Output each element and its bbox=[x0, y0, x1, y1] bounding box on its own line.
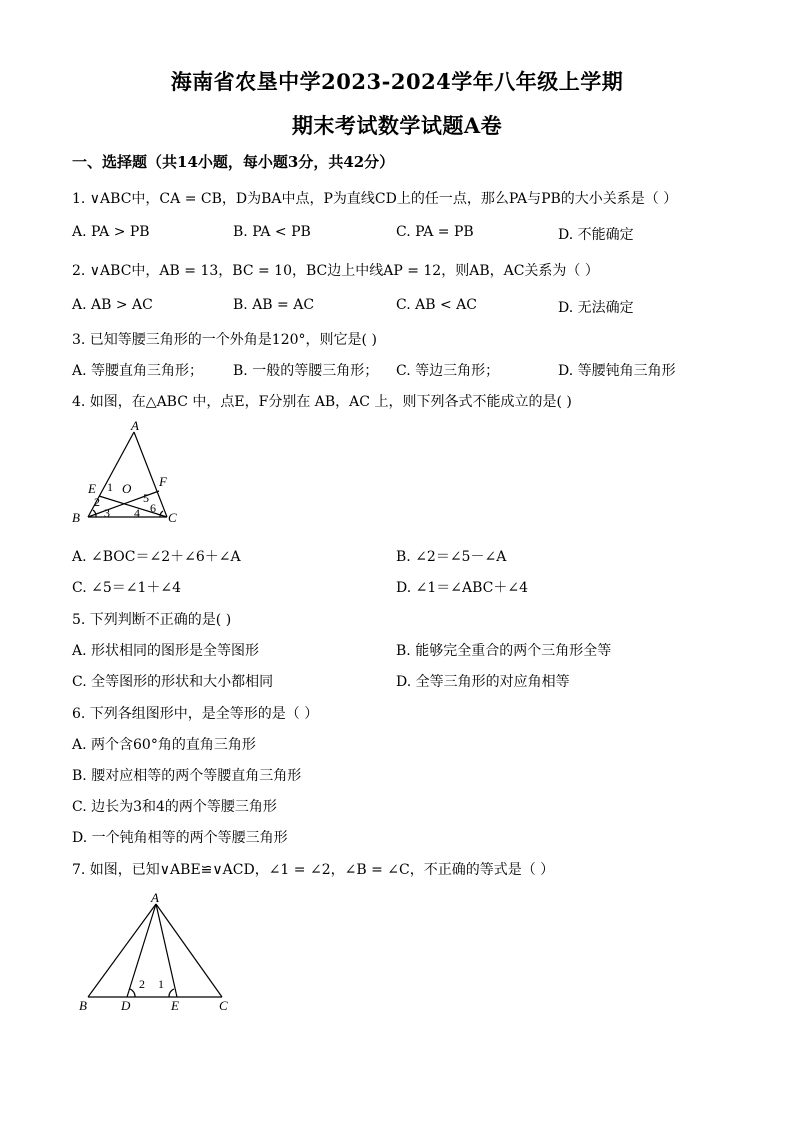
page-title: 海南省农垦中学2023-2024学年八年级上学期 bbox=[170, 69, 624, 94]
fig4-label-c: C bbox=[168, 510, 177, 525]
question-6-option-b: B. 腰对应相等的两个等腰直角三角形 bbox=[72, 768, 302, 784]
question-3-option-d: D. 等腰钝角三角形 bbox=[558, 363, 676, 379]
question-6-option-c: C. 边长为3和4的两个等腰三角形 bbox=[72, 799, 277, 815]
fig4-angle-5: 5 bbox=[143, 491, 149, 505]
question-2-stem: 2. ∨ABC中，AB = 13，BC = 10，BC边上中线AP = 12，则AB，AC关系为（ ） bbox=[72, 263, 599, 279]
fig7-label-c: C bbox=[219, 998, 228, 1013]
question-7-figure bbox=[72, 890, 242, 1018]
fig7-angle-1: 1 bbox=[158, 977, 164, 991]
question-1-option-b: B. PA < PB bbox=[233, 224, 311, 240]
question-4-option-d: D. ∠1＝∠ABC＋∠4 bbox=[396, 580, 529, 596]
question-1-option-c: C. PA = PB bbox=[396, 224, 474, 240]
question-5-option-a: A. 形状相同的图形是全等图形 bbox=[72, 643, 260, 659]
question-4-option-c: C. ∠5＝∠1＋∠4 bbox=[72, 580, 182, 596]
question-5-option-b: B. 能够完全重合的两个三角形全等 bbox=[396, 643, 612, 659]
fig7-label-b: B bbox=[79, 998, 87, 1013]
question-2-option-b: B. AB = AC bbox=[233, 297, 315, 313]
question-3-stem: 3. 已知等腰三角形的一个外角是120°，则它是( ) bbox=[72, 332, 377, 348]
fig4-label-a: A bbox=[131, 418, 139, 433]
fig4-angle-4: 4 bbox=[134, 506, 140, 520]
question-5-option-c: C. 全等图形的形状和大小都相同 bbox=[72, 674, 274, 690]
question-1-stem: 1. ∨ABC中，CA = CB，D为BA中点，P为直线CD上的任一点，那么PA与PB的大小关系是（ ） bbox=[72, 191, 678, 207]
question-1-option-d: D. 不能确定 bbox=[558, 227, 634, 243]
fig4-angle-3: 3 bbox=[104, 506, 110, 520]
fig4-angle-6: 6 bbox=[150, 501, 156, 515]
fig4-label-e: E bbox=[88, 481, 96, 496]
question-3-option-c: C. 等边三角形； bbox=[396, 363, 500, 379]
fig4-label-f: F bbox=[159, 474, 167, 489]
question-3-option-a: A. 等腰直角三角形； bbox=[72, 363, 204, 379]
question-2-option-d: D. 无法确定 bbox=[558, 300, 634, 316]
question-4-figure bbox=[66, 418, 186, 530]
fig7-label-e: E bbox=[171, 998, 179, 1013]
question-2-option-a: A. AB > AC bbox=[72, 297, 153, 313]
question-6-option-a: A. 两个含60°角的直角三角形 bbox=[72, 737, 256, 753]
question-3-option-b: B. 一般的等腰三角形； bbox=[233, 363, 379, 379]
question-2-option-c: C. AB < AC bbox=[396, 297, 477, 313]
fig4-angle-2: 2 bbox=[94, 495, 100, 509]
fig4-label-b: B bbox=[72, 510, 80, 525]
question-6-stem: 6. 下列各组图形中，是全等形的是（ ） bbox=[72, 706, 319, 722]
question-4-option-b: B. ∠2＝∠5－∠A bbox=[396, 549, 507, 565]
fig7-label-a: A bbox=[151, 890, 159, 905]
question-5-stem: 5. 下列判断不正确的是( ) bbox=[72, 612, 232, 628]
question-1-option-a: A. PA > PB bbox=[72, 224, 150, 240]
question-5-option-d: D. 全等三角形的对应角相等 bbox=[396, 674, 570, 690]
fig4-label-o: O bbox=[122, 481, 132, 496]
fig7-angle-2: 2 bbox=[139, 977, 145, 991]
question-6-option-d: D. 一个钝角相等的两个等腰三角形 bbox=[72, 830, 288, 846]
section-heading: 一、选择题（共14小题，每小题3分，共42分） bbox=[72, 153, 395, 171]
question-7-stem: 7. 如图，已知∨ABE≌∨ACD，∠1 = ∠2，∠B = ∠C，不正确的等式是（ ） bbox=[72, 862, 555, 878]
question-4-option-a: A. ∠BOC＝∠2＋∠6＋∠A bbox=[72, 549, 241, 565]
page-subtitle: 期末考试数学试题A卷 bbox=[291, 113, 503, 138]
fig7-label-d: D bbox=[121, 998, 131, 1013]
question-4-stem: 4. 如图，在△ABC 中，点E，F分别在 AB，AC 上，则下列各式不能成立的是( ) bbox=[72, 394, 572, 410]
fig4-angle-1: 1 bbox=[107, 480, 113, 494]
